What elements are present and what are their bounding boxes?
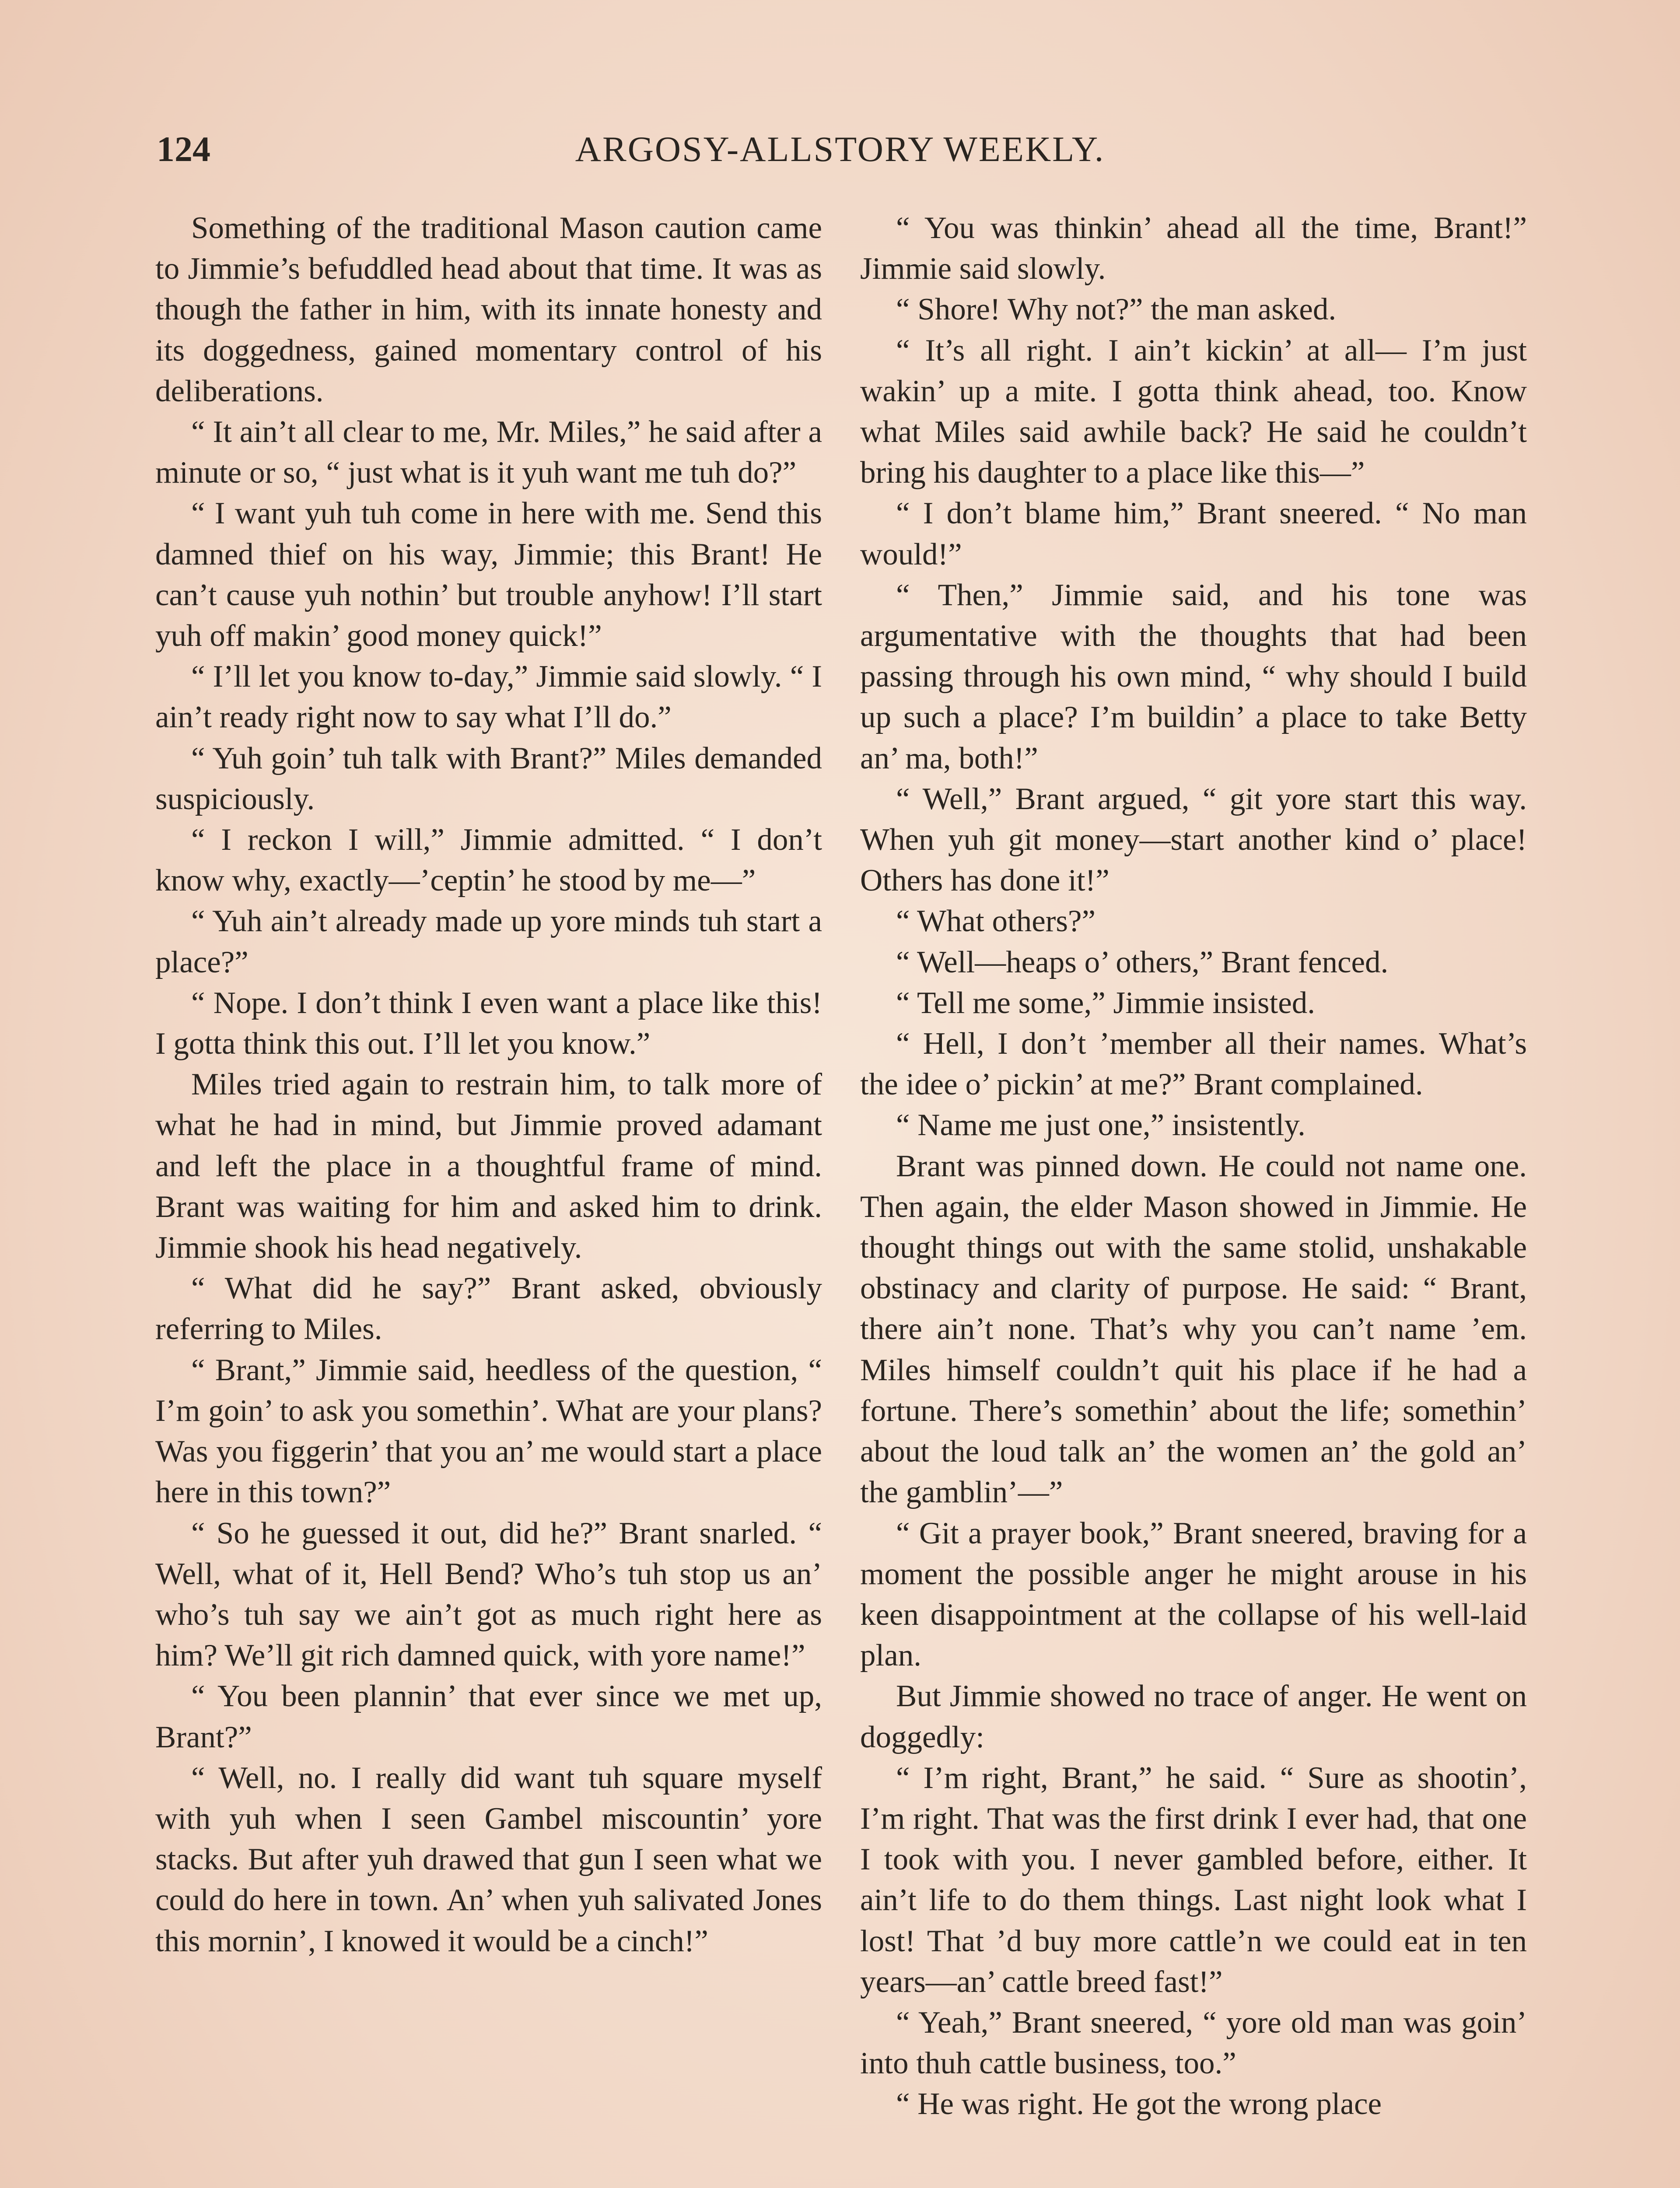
paragraph: “ Nope. I don’t think I even want a place like this! I gotta think this out. I’ll let you know.”: [155, 985, 822, 1061]
paragraph: “ I’m right, Brant,” he said. “ Sure as shootin’, I’m right. That was the first drink I ever had, that one I took with you. I never gambled before, either. It ain’t life to do them things. Last night look what I lost! That ’d buy more cattle’n we could eat in ten years—an’ cattle breed fast!”: [860, 1760, 1527, 1999]
paragraph: “ Tell me some,” Jimmie insisted.: [896, 985, 1315, 1020]
paragraph: “ I don’t blame him,” Brant sneered. “ No man would!”: [860, 496, 1527, 572]
paragraph: “ Well, no. I really did want tuh square myself with yuh when I seen Gambel miscountin’ yore stacks. But after yuh drawed that gun I seen what we could do here in town. An’ when yuh salivated Jones this mornin’, I knowed it would be a cinch!”: [155, 1760, 822, 1958]
paragraph: “ He was right. He got the wrong place: [896, 2087, 1382, 2121]
paragraph: “ What did he say?” Brant asked, obviously referring to Miles.: [155, 1271, 822, 1346]
running-head: ARGOSY-ALLSTORY WEEKLY.: [575, 129, 1105, 169]
right-column: [860, 208, 1527, 2125]
paragraph: Brant was pinned down. He could not name one. Then again, the elder Mason showed in Jimmie. He thought things out with the same stolid, unshakable obstinacy and clarity of purpose. He said: “ Brant, there ain’t none. That’s why you can’t name ’em. Miles himself couldn’t quit his place if he had a fortune. There’s somethin’ about the life; somethin’ about the loud talk an’ the women an’ the gold an’ the gamblin’—”: [860, 1149, 1527, 1510]
paragraph: “ It ain’t all clear to me, Mr. Miles,” he said after a minute or so, “ just what is it yuh want me tuh do?”: [155, 415, 822, 490]
paragraph: “ Yeah,” Brant sneered, “ yore old man was goin’ into thuh cattle business, too.”: [860, 2005, 1527, 2081]
paragraph: “ So he guessed it out, did he?” Brant snarled. “ Well, what of it, Hell Bend? Who’s tuh stop us an’ who’s tuh say we ain’t got as much right here as him? We’ll git rich damned quick, with yore name!”: [155, 1516, 822, 1673]
paragraph: “ I’ll let you know to-day,” Jimmie said slowly. “ I ain’t ready right now to say what I’ll do.”: [155, 659, 822, 735]
paragraph: “ It’s all right. I ain’t kickin’ at all— I’m just wakin’ up a mite. I gotta think ahead, too. Know what Miles said awhile back? He said he couldn’t bring his daughter to a place like this—”: [860, 333, 1527, 490]
paragraph: “ Hell, I don’t ’member all their names. What’s the idee o’ pickin’ at me?” Brant complained.: [860, 1027, 1527, 1102]
paragraph: “ Then,” Jimmie said, and his tone was argumentative with the thoughts that had been passing through his own mind, “ why should I build up such a place? I’m buildin’ a place to take Betty an’ ma, both!”: [860, 578, 1527, 775]
paragraph: “ Well,” Brant argued, “ git yore start this way. When yuh git money—start another kind o’ place! Others has done it!”: [860, 782, 1527, 898]
paragraph: “ Yuh goin’ tuh talk with Brant?” Miles demanded suspiciously.: [155, 741, 822, 816]
paragraph: Something of the traditional Mason caution came to Jimmie’s befuddled head about that time. It was as though the father in him, with its innate honesty and its doggedness, gained momentary control of his deliberations.: [155, 211, 822, 408]
paragraph: “ You been plannin’ that ever since we met up, Brant?”: [155, 1679, 822, 1754]
paragraph: “ Brant,” Jimmie said, heedless of the question, “ I’m goin’ to ask you somethin’. What are your plans? Was you figgerin’ that you an’ me would start a place here in this town?”: [155, 1353, 822, 1510]
paragraph: “ Shore! Why not?” the man asked.: [896, 292, 1337, 327]
paragraph: “ Git a prayer book,” Brant sneered, braving for a moment the possible anger he might arouse in his keen disappointment at the collapse of his well-laid plan.: [860, 1516, 1527, 1673]
paragraph: Miles tried again to restrain him, to talk more of what he had in mind, but Jimmie proved adamant and left the place in a thoughtful frame of mind. Brant was waiting for him and asked him to drink. Jimmie shook his head negatively.: [155, 1067, 822, 1265]
paragraph: “ I reckon I will,” Jimmie admitted. “ I don’t know why, exactly—’ceptin’ he stood by me—”: [155, 823, 822, 898]
paragraph: “ Yuh ain’t already made up yore minds tuh start a place?”: [155, 904, 822, 979]
left-column: [155, 208, 822, 1962]
paragraph: “ What others?”: [896, 904, 1096, 939]
page-number: 124: [157, 129, 210, 169]
paragraph: “ Name me just one,” insistently.: [896, 1108, 1306, 1143]
paragraph: But Jimmie showed no trace of anger. He went on doggedly:: [860, 1679, 1527, 1754]
paragraph: “ Well—heaps o’ others,” Brant fenced.: [896, 945, 1389, 979]
paragraph: “ You was thinkin’ ahead all the time, Brant!” Jimmie said slowly.: [860, 211, 1527, 286]
paragraph: “ I want yuh tuh come in here with me. Send this damned thief on his way, Jimmie; this Brant! He can’t cause yuh nothin’ but trouble anyhow! I’ll start yuh off makin’ good money quick!”: [155, 496, 822, 653]
